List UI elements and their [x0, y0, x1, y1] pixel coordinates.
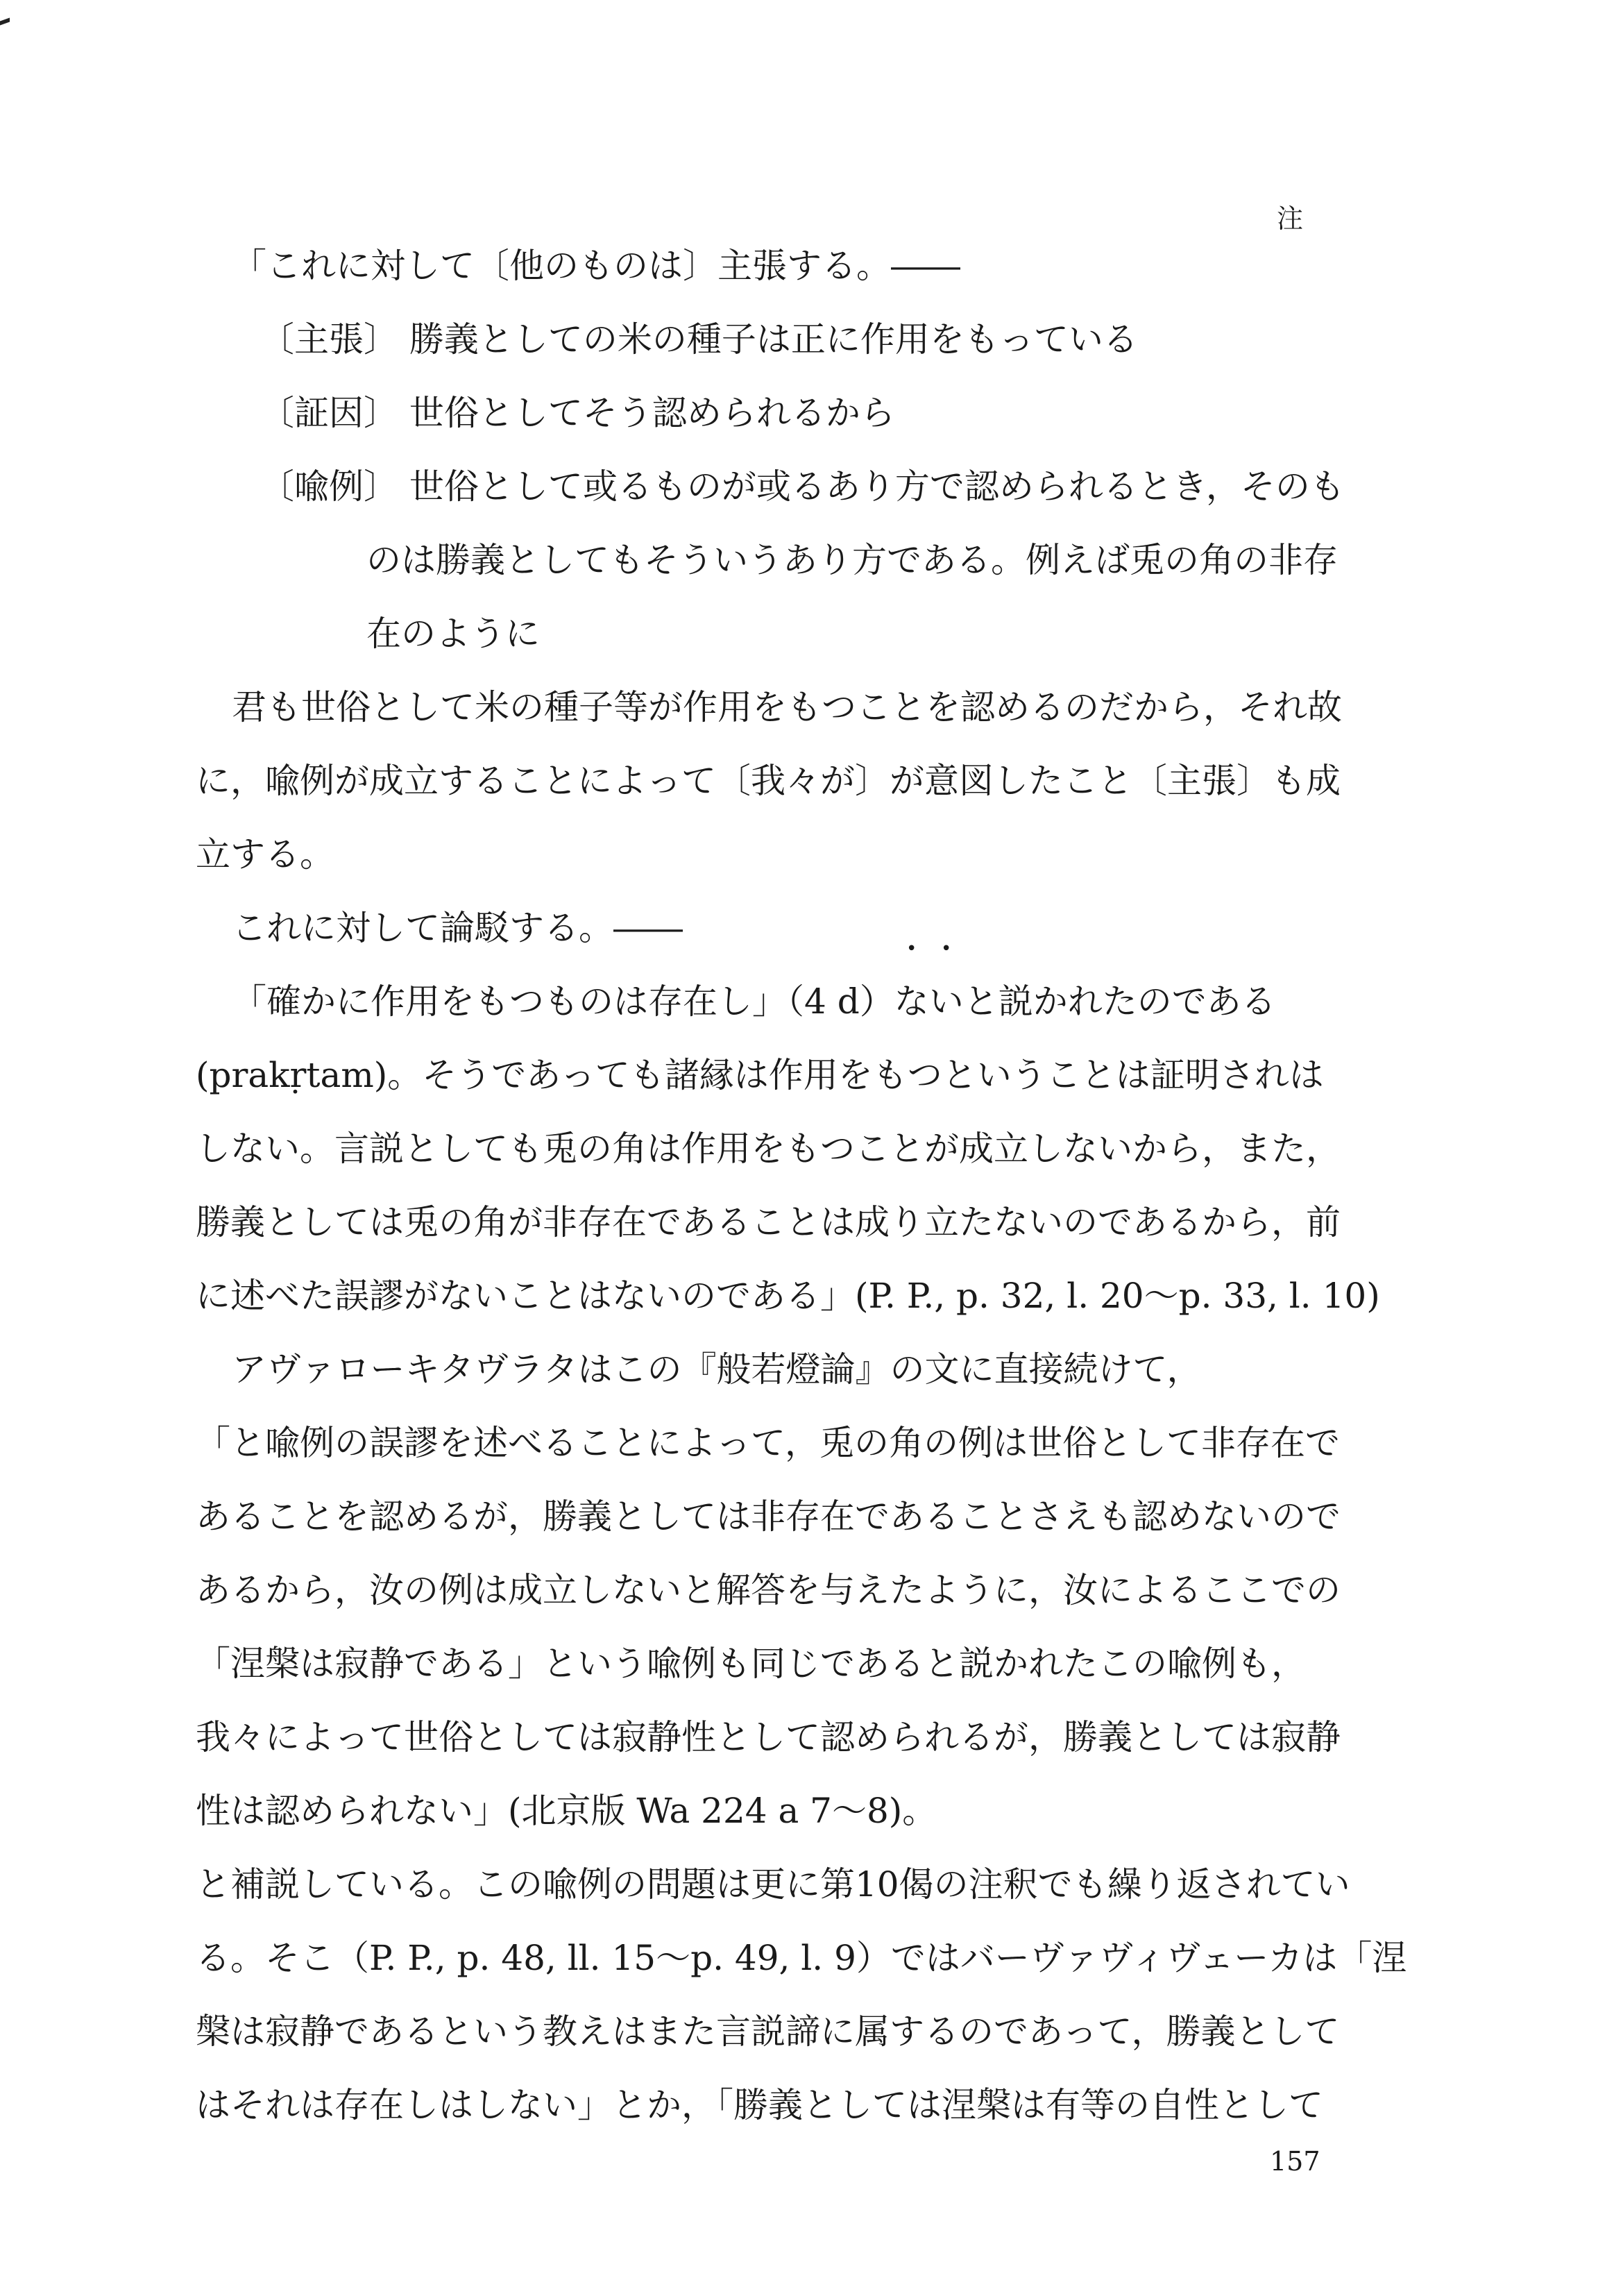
text-line: に，喩例が成立することによって〔我々が〕が意図したこと〔主張〕も成	[196, 761, 1341, 801]
text-line: これに対して論駁する。――	[232, 908, 683, 948]
text-line: のは勝義としてもそういうあり方である。例えば兎の角の非存	[366, 540, 1338, 580]
emphasis-dotted-char: い	[928, 981, 964, 1022]
scan-corner-mark	[0, 17, 10, 25]
text-line: 「と喩例の誤謬を述べることによって，兎の角の例は世俗として非存在で	[196, 1423, 1340, 1463]
quote-segment: 「確かに作用をもつものは存在し」（4 d）	[232, 981, 894, 1022]
text-line: あることを認めるが，勝義としては非存在であることさえも認めないので	[196, 1496, 1341, 1537]
text-line: 〔喩例〕 世俗として或るものが或るあり方で認められるとき，そのも	[260, 466, 1345, 507]
text-line: 「これに対して〔他のものは〕主張する。――	[232, 246, 960, 286]
text-line: と補説している。この喩例の問題は更に第10偈の注釈でも繰り返されてい	[196, 1864, 1350, 1905]
text-line: 「涅槃は寂静である」という喩例も同じであると説かれたこの喩例も，	[196, 1644, 1306, 1684]
body-text	[196, 229, 1407, 2142]
text-line: しない。言説としても兎の角は作用をもつことが成立しないから，また，	[196, 1129, 1341, 1169]
text-line: 〔主張〕 勝義としての米の種子は正に作用をもっている	[260, 319, 1138, 360]
text-line	[196, 965, 1368, 1038]
quote-segment: と説かれたのである	[963, 981, 1276, 1022]
text-line: アヴァローキタヴラタはこの『般若燈論』の文に直接続けて，	[232, 1349, 1202, 1390]
text-line: 在のように	[366, 614, 540, 654]
text-line: 性は認められない」(北京版 Wa 224 a 7～8)。	[196, 1791, 937, 1831]
text-line: る。そこ（P. P., p. 48, ll. 15～p. 49, l. 9）ではバーヴァヴィヴェーカは「涅	[196, 1938, 1407, 1978]
running-head: 注	[1277, 203, 1304, 234]
text-line: に述べた誤謬がないことはないのである」(P. P., p. 32, l. 20～p. 33, l. 10)	[196, 1276, 1380, 1316]
text-line: 我々によって世俗としては寂静性として認められるが，勝義としては寂静	[196, 1717, 1341, 1757]
text-line: 勝義としては兎の角が非存在であることは成り立たないのであるから，前	[196, 1202, 1341, 1242]
text-line: 〔証因〕 世俗としてそう認められるから	[260, 393, 895, 433]
text-line: はそれは存在しはしない」とか，「勝義としては涅槃は有等の自性として	[196, 2085, 1323, 2125]
page-number: 157	[1270, 2146, 1320, 2177]
text-line: 立する。	[196, 834, 334, 875]
text-line: 槃は寂静であるという教えはまた言説諦に属するのであって，勝義として	[196, 2011, 1340, 2052]
text-line: あるから，汝の例は成立しないと解答を与えたように，汝によるここでの	[196, 1570, 1341, 1610]
text-line: (prakṛtam)。そうであっても諸縁は作用をもつということは証明されは	[196, 1055, 1324, 1095]
emphasis-dotted-char: な	[894, 981, 929, 1022]
text-line: 君も世俗として米の種子等が作用をもつことを認めるのだから，それ故	[232, 687, 1342, 727]
